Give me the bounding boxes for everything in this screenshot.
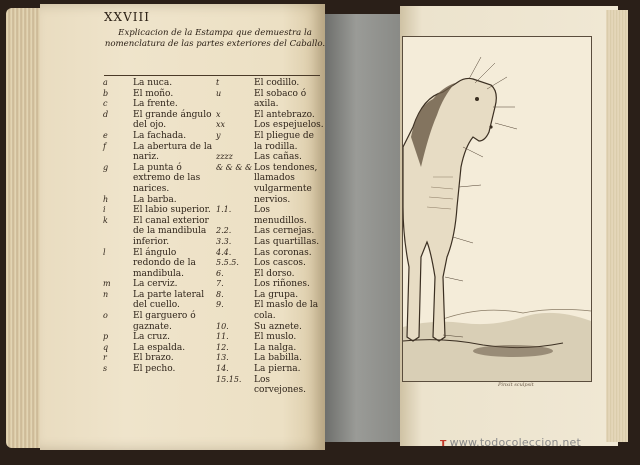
legend-entry (216, 343, 324, 354)
legend-entry (216, 279, 324, 290)
page-heading: Explicacion de la Estampa que demuestra la nomenclatura de las partes exteriores del Caballo. (104, 28, 326, 49)
legend-text: La nuca. (133, 78, 173, 88)
legend-key: l (103, 247, 106, 257)
legend-key: r (103, 353, 107, 363)
legend-entry (103, 364, 215, 375)
legend-entry (103, 353, 215, 364)
legend-text: Los tendones, llamados vulgarmente nervios. (254, 162, 318, 205)
legend-text: El codillo. (254, 78, 300, 88)
legend-key: & & & & (216, 162, 253, 172)
legend-key: 9. (216, 300, 224, 310)
heading-rule (104, 75, 320, 76)
legend-key: 7. (216, 279, 224, 289)
legend-text: La pierna. (254, 364, 301, 375)
horse-engraving-plate (402, 36, 592, 382)
legend-key: 14. (216, 364, 229, 374)
legend-entry (216, 226, 324, 237)
legend-key: m (103, 279, 111, 289)
legend-entry (103, 131, 215, 142)
legend-text: La parte lateral del cuello. (133, 289, 205, 311)
legend-text: El sobaco ó axila. (254, 88, 307, 110)
legend-text: La cruz. (133, 332, 170, 343)
legend-entry (216, 205, 324, 226)
legend-entry (103, 279, 215, 290)
legend-entry (103, 78, 215, 89)
legend-text: El grande ángulo del ojo. (133, 109, 212, 131)
legend-text: El moño. (133, 88, 174, 99)
legend-key: 15.15. (216, 374, 242, 384)
legend-entry (216, 300, 324, 321)
legend-key: h (103, 194, 109, 204)
legend-entry (103, 110, 215, 131)
legend-entry (103, 290, 215, 311)
legend-key: o (103, 311, 108, 321)
legend-entry (103, 99, 215, 110)
legend-text: Las quartillas. (254, 236, 320, 247)
legend-entry (103, 343, 215, 354)
legend-key: b (103, 88, 109, 98)
legend-entry (216, 89, 324, 110)
legend-entry (216, 152, 324, 163)
legend-entry (216, 110, 324, 121)
legend-key: s (103, 364, 108, 374)
watermark-logo-icon: ᴛ (440, 436, 447, 449)
legend-text: Los cascos. (254, 258, 306, 269)
legend-entry (216, 131, 324, 152)
legend-text: La babilla. (254, 353, 302, 364)
legend-entry (103, 142, 215, 163)
legend-key: q (103, 342, 109, 352)
legend-entry (103, 163, 215, 195)
legend-text: La fachada. (133, 130, 187, 141)
legend-entry (216, 258, 324, 269)
legend-text: Los riñones. (254, 279, 310, 290)
legend-text: La grupa. (254, 289, 299, 300)
legend-entry (103, 195, 215, 206)
legend-key: 8. (216, 289, 224, 299)
legend-key: u (216, 88, 222, 98)
legend-entry (216, 248, 324, 259)
legend-key: e (103, 130, 108, 140)
legend-text: El dorso. (254, 268, 295, 279)
legend-key: 13. (216, 353, 229, 363)
legend-entry (103, 311, 215, 332)
legend-key: c (103, 99, 108, 109)
legend-text: La abertura de la nariz. (133, 141, 213, 163)
legend-key: 5.5.5. (216, 258, 239, 268)
right-page-edges (606, 10, 628, 442)
legend-text: El muslo. (254, 332, 297, 343)
legend-key: 1.1. (216, 205, 232, 215)
watermark-label: www.todocoleccion.net (449, 436, 582, 449)
legend-entry (216, 353, 324, 364)
legend-text: Su aznete. (254, 321, 302, 332)
legend-entry (216, 120, 324, 131)
legend-key: n (103, 289, 109, 299)
legend-text: Las coronas. (254, 247, 312, 258)
legend-text: El pecho. (133, 364, 176, 375)
legend-entry (216, 290, 324, 301)
legend-text: El labio superior. (133, 205, 211, 216)
legend-text: Los menudillos. (254, 205, 307, 226)
legend-key: d (103, 109, 109, 119)
plate-caption: Pinxit sculpsit (498, 382, 534, 388)
legend-text: Los espejuelos. (254, 120, 324, 131)
legend-entry (103, 205, 215, 216)
legend-text: La punta ó extremo de las narices. (133, 162, 201, 194)
legend-key: zzzz (216, 152, 233, 162)
legend-text: La barba. (133, 194, 177, 205)
legend-key: 3.3. (216, 236, 232, 246)
legend-text: El pliegue de la rodilla. (254, 130, 314, 152)
legend-text: El canal exterior de la mandibula inferior. (133, 215, 209, 247)
legend-text: El maslo de la cola. (254, 300, 319, 322)
legend-key: g (103, 162, 109, 172)
legend-key: t (216, 78, 220, 87)
horse-engraving (403, 37, 591, 381)
legend-key: i (103, 205, 106, 215)
legend-text: Las cernejas. (254, 226, 315, 237)
legend-text: El ángulo redondo de la mandibula. (133, 247, 196, 279)
legend-key: f (103, 141, 106, 151)
legend-entry (216, 78, 324, 89)
legend-text: Los corvejones. (254, 374, 306, 396)
book-gutter (325, 14, 403, 442)
legend-text: El antebrazo. (254, 109, 315, 120)
legend-column-right (216, 78, 324, 396)
legend-key: p (103, 332, 109, 342)
legend-entry (103, 216, 215, 248)
legend-text: La cerviz. (133, 279, 178, 290)
legend-text: Las cañas. (254, 152, 302, 163)
legend-entry (216, 332, 324, 343)
legend-key: 12. (216, 342, 229, 352)
legend-column-left (103, 78, 215, 375)
legend-key: x (216, 109, 221, 119)
page-number: XXVIII (104, 10, 150, 24)
legend-entry (216, 375, 324, 396)
legend-text: El garguero ó gaznate. (133, 311, 196, 332)
legend-key: 6. (216, 268, 224, 278)
legend-entry (216, 163, 324, 205)
legend-key: 11. (216, 332, 229, 342)
legend-key: 10. (216, 321, 229, 331)
legend-entry (216, 237, 324, 248)
legend-key: 4.4. (216, 247, 232, 257)
legend-entry (103, 248, 215, 280)
legend-text: La espalda. (133, 342, 186, 353)
legend-key: a (103, 78, 108, 87)
legend-entry (103, 332, 215, 343)
legend-text: El brazo. (133, 353, 174, 364)
legend-key: xx (216, 120, 226, 130)
legend-entry (103, 89, 215, 100)
legend-text: La frente. (133, 99, 178, 110)
watermark-text (440, 436, 581, 449)
legend-entry (216, 322, 324, 333)
legend-entry (216, 364, 324, 375)
legend-entry (216, 269, 324, 280)
legend-key: y (216, 130, 221, 140)
legend-key: k (103, 215, 108, 225)
legend-key: 2.2. (216, 226, 232, 236)
legend-text: La nalga. (254, 342, 297, 353)
